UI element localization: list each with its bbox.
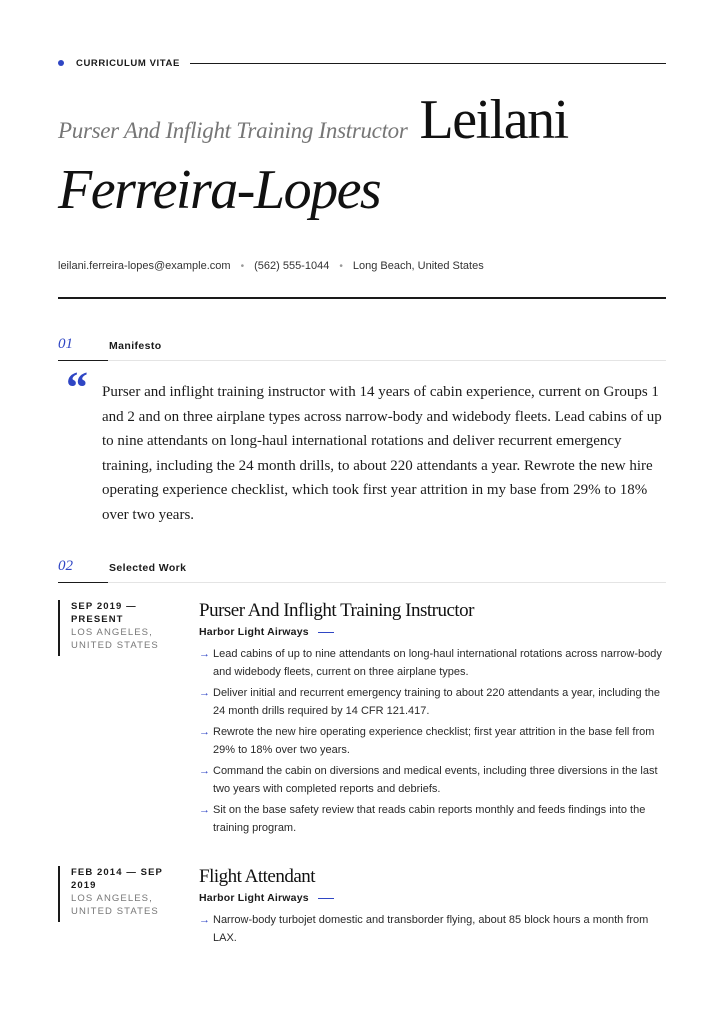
- company-dash: [318, 898, 334, 899]
- job-bullets: [199, 646, 666, 837]
- bullet-text: Rewrote the new hire operating experience checklist; first year attrition in the base fell from 29% to 18% over two years.: [213, 726, 655, 756]
- section-rule: [58, 582, 108, 583]
- section-rule: [108, 582, 666, 583]
- title-line: [58, 89, 666, 151]
- section-rule: [58, 360, 108, 361]
- list-item: [199, 646, 666, 681]
- arrow-right-icon: →: [199, 765, 210, 777]
- job-meta: [58, 866, 189, 922]
- job-bullets: [199, 912, 666, 947]
- job-location: LOS ANGELES, UNITED STATES: [71, 893, 159, 917]
- cv-header-label: [58, 56, 666, 70]
- company-name: Harbor Light Airways: [199, 892, 309, 904]
- job-dates: SEP 2019 — PRESENT: [71, 601, 137, 625]
- name-block: [58, 89, 666, 221]
- bullet-text: Lead cabins of up to nine attendants on long-haul international rotations across narrow-body and widebody fleets, current on three airplane types.: [213, 648, 662, 678]
- arrow-right-icon: →: [199, 804, 210, 816]
- job-title: Flight Attendant: [199, 866, 316, 887]
- bullet-text: Command the cabin on diversions and medical events, including three diversions in the last two years with completed reports and debriefs.: [213, 765, 658, 795]
- job-subtitle: Purser And Inflight Training Instructor: [58, 118, 408, 143]
- contact-line: [58, 260, 484, 272]
- contact-separator: •: [240, 260, 245, 272]
- email-link[interactable]: leilani.ferreira-lopes@example.com: [58, 260, 231, 272]
- bullet-dot-icon: [58, 60, 64, 66]
- manifesto-text: Purser and inflight training instructor with 14 years of cabin experience, current on Groups 1 and 2 and on three airplane types across narrow-body and widebody fleets. Lead cabins of up to nine attendants on long-haul international rotations and deliver recurrent emergency training, including the 24 month drills, to about 220 attendants a year. Rewrote the new hire operating experience checklist, which took first year attrition in my base from 29% to 18% over two years.: [102, 384, 662, 523]
- section-number: 02: [58, 558, 73, 574]
- section-title: Selected Work: [109, 562, 187, 574]
- bullet-text: Sit on the base safety review that reads cabin reports monthly and feeds findings into the training program.: [213, 804, 646, 834]
- location-text: Long Beach, United States: [352, 260, 484, 272]
- arrow-right-icon: →: [199, 914, 210, 926]
- bullet-text: Narrow-body turbojet domestic and transborder flying, about 85 block hours a month from LAX.: [213, 914, 649, 944]
- job-body: [199, 866, 666, 951]
- cv-label-text: CURRICULUM VITAE: [76, 57, 180, 69]
- job-title: Purser And Inflight Training Instructor: [199, 600, 474, 621]
- job-meta: [58, 600, 189, 656]
- section-manifesto-heading: [58, 336, 666, 362]
- section-rule: [108, 360, 666, 361]
- arrow-right-icon: →: [199, 687, 210, 699]
- first-name: Leilani: [419, 89, 568, 151]
- resume-page: [58, 0, 666, 1024]
- arrow-right-icon: →: [199, 726, 210, 738]
- company-line: [199, 892, 666, 904]
- job-location: LOS ANGELES, UNITED STATES: [71, 627, 159, 651]
- section-work-heading: [58, 558, 666, 584]
- quote-mark-icon: “: [66, 363, 88, 412]
- job-body: [199, 600, 666, 841]
- list-item: [199, 763, 666, 798]
- header-divider: [190, 63, 666, 64]
- list-item: [199, 685, 666, 720]
- section-title: Manifesto: [109, 340, 162, 352]
- company-name: Harbor Light Airways: [199, 626, 309, 638]
- job-dates: FEB 2014 — SEP 2019: [71, 867, 163, 891]
- phone-number[interactable]: (562) 555-1044: [254, 260, 330, 272]
- list-item: [199, 912, 666, 947]
- company-dash: [318, 632, 334, 633]
- contact-separator: •: [339, 260, 343, 272]
- list-item: [199, 724, 666, 759]
- header-bottom-rule: [58, 297, 666, 299]
- section-number: 01: [58, 336, 73, 352]
- arrow-right-icon: →: [199, 648, 210, 660]
- bullet-text: Deliver initial and recurrent emergency training to about 220 attendants a year, including the 24 month drills required by 14 CFR 121.417.: [213, 687, 660, 717]
- list-item: [199, 802, 666, 837]
- last-name: Ferreira-Lopes: [58, 159, 381, 221]
- company-line: [199, 626, 666, 638]
